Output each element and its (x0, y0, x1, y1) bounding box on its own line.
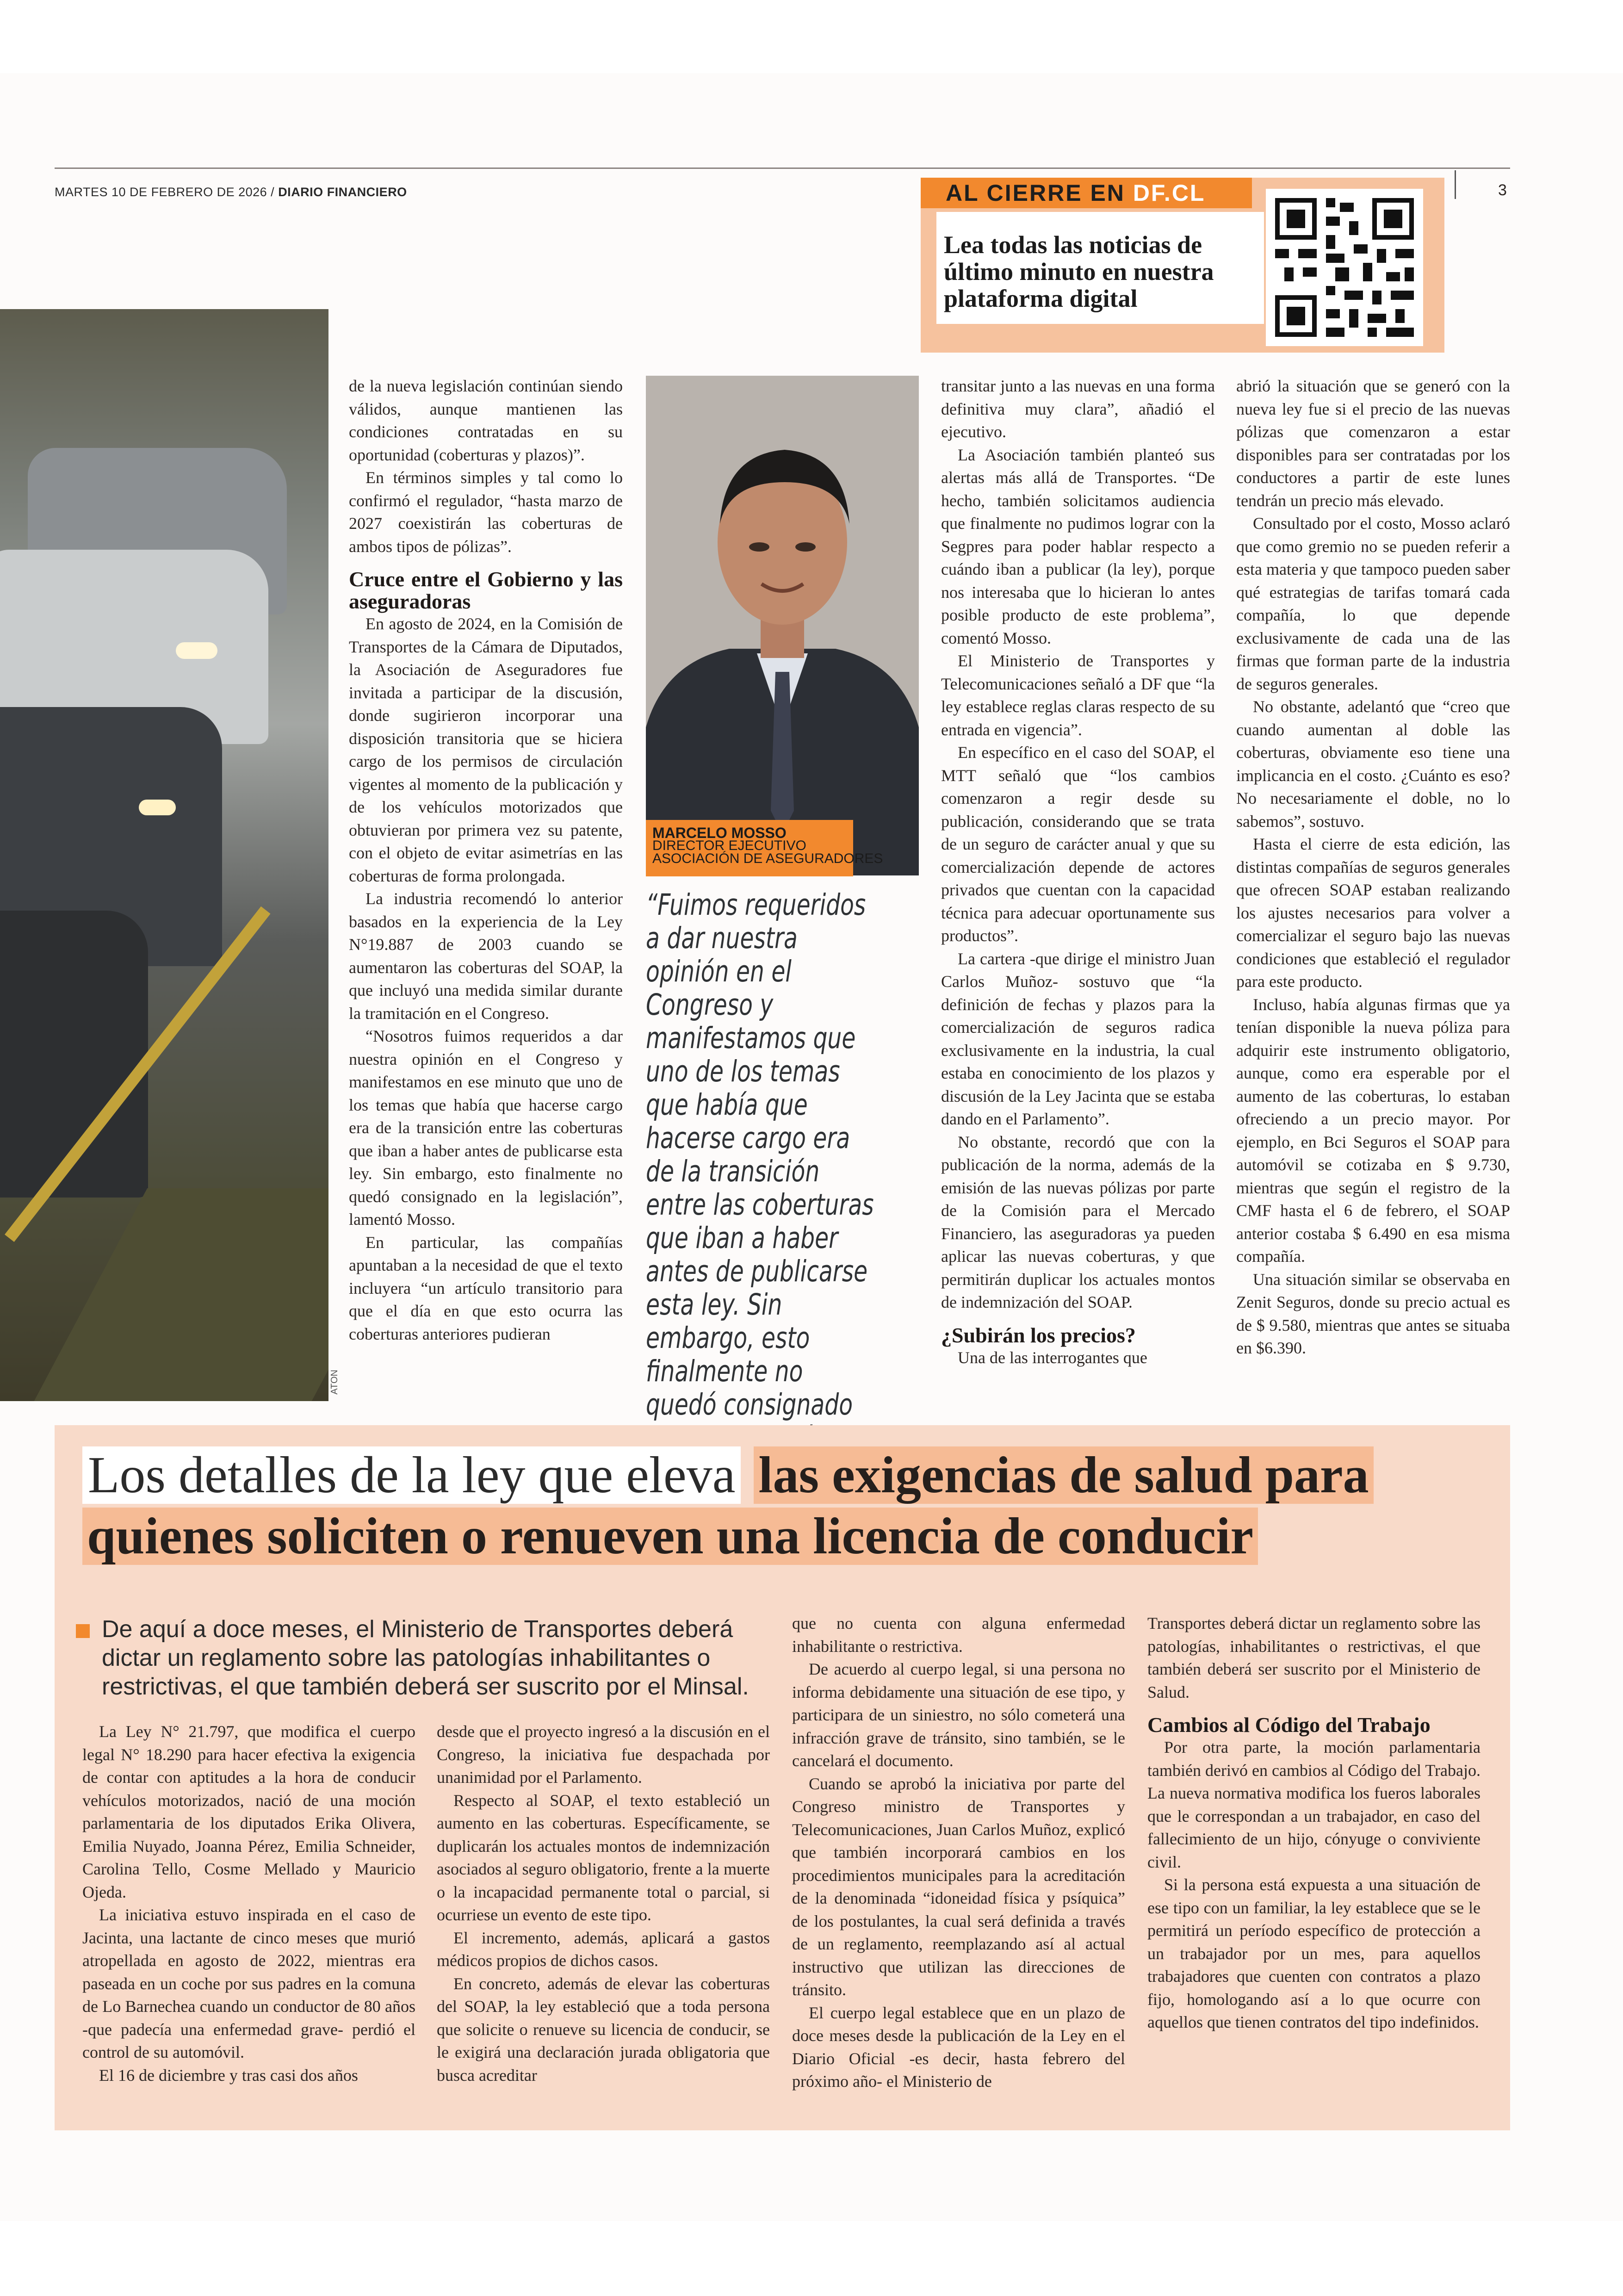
promo-label (946, 180, 1205, 206)
top-margin (0, 0, 1623, 73)
paragraph: Una situación similar se observaba en Zenit Seguros, donde su precio actual es de $ 9.580, mientras que antes se situaba en $6.390. (1236, 1270, 1510, 1357)
paragraph: Si la persona está expuesta a una situación de ese tipo con un familiar, la ley establece que se le permitirá un período específico de protección a un trabajador por un mes, para aquellos trabajadores que cuenten con contratos a plazo fijo, homologando así a lo que ocurre con aquellos que tienen contratos del tipo indefinidos. (1147, 1875, 1481, 2031)
paragraph: Por otra parte, la moción parlamentaria también derivó en cambios al Código del Trabajo. La nueva normativa modifica los fueros laborales que le correspondan a un trabajador, en caso del fallecimiento de un hijo, cónyuge o conviviente civil. (1147, 1738, 1481, 1871)
paragraph: La Asociación también planteó sus alertas más allá de Transportes. “De hecho, también solicitamos audiencia que finalmente no pudimos lograr con la Segpres para poder hablar respecto a cuándo iban a publicar (la ley), porque nos interesaba que lo hicieran lo antes posible producto de este problema”, comentó Mosso. (941, 445, 1215, 647)
subheading: Cruce entre el Gobierno y las aseguradoras (349, 567, 623, 613)
lead-bullet-icon (76, 1624, 90, 1638)
subheading: Cambios al Código del Trabajo (1147, 1713, 1431, 1737)
lower-lead: De aquí a doce meses, el Ministerio de Transportes deberá dictar un reglamento sobre las patologías inhabilitantes o restrictivas, el que también deberá ser suscrito por el Minsal. (102, 1616, 749, 1700)
paragraph: Consultado por el costo, Mosso aclaró que como gremio no se pueden referir a esta materia y que tampoco pueden saber qué estrategias de tarifas tomará cada compañía, lo que depende exclusivamente de cada una de las firmas que forman parte de la industria de seguros generales. (1236, 514, 1510, 693)
paragraph: Una de las interrogantes que (958, 1348, 1147, 1367)
lower-column-3 (792, 1612, 1125, 2093)
paragraph: En concreto, además de elevar las coberturas del SOAP, la ley estableció que a toda persona que solicite o renueve su licencia de conducir, se le exigirá una declaración jurada obligatoria que busca acreditar (437, 1974, 770, 2085)
paragraph: En términos simples y tal como lo confirmó el regulador, “hasta marzo de 2027 coexistirán las coberturas de ambos tipos de pólizas”. (349, 468, 623, 556)
paragraph: que no cuenta con alguna enfermedad inhabilitante o restrictiva. (792, 1614, 1125, 1656)
qr-code-icon[interactable] (1266, 189, 1423, 346)
paragraph: desde que el proyecto ingresó a la discusión en el Congreso, la iniciativa fue despachada por unanimidad por el Parlamento. (437, 1722, 770, 1787)
paragraph: abrió la situación que se generó con la nueva ley fue si el precio de las nuevas pólizas que comenzaron a estar disponibles para ser contratadas por los conductores a partir de este lunes tendrán un precio más elevado. (1236, 377, 1510, 510)
paragraph: En particular, las compañías apuntaban a la necesidad de que el texto incluyera “un artículo transitorio para que el día en que esto ocurra las coberturas anteriores pudieran (349, 1233, 623, 1343)
traffic-photo (0, 309, 328, 1401)
article-column-4 (1236, 375, 1510, 1360)
paragraph: Incluso, había algunas firmas que ya tenían disponible la nueva póliza para adquirir este instrumento obligatorio, aunque, como era esperable por el aumento de las coberturas, lo estaban ofreciendo a un precio mayor. Por ejemplo, en Bci Seguros el SOAP para automóvil se cotizaba en $ 9.730, mientras que según el registro de la CMF hasta el 6 de febrero, el SOAP anterior costaba $ 6.490 en esa misma compañía. (1236, 995, 1510, 1266)
paragraph: Hasta el cierre de esta edición, las distintas compañías de seguros generales que ofrecen SOAP estaban realizando los ajustes necesarios para volver a comercializar el seguro bajo las nuevas condiciones que estableció el regulador para este producto. (1236, 835, 1510, 991)
paragraph: En agosto de 2024, en la Comisión de Transportes de la Cámara de Diputados, la Asociación de Aseguradores fue invitada a participar de la discusión, donde sugirieron incorporar una disposición transitoria que se hiciera cargo de los permisos de circulación vigentes al momento de la publicación y de los vehículos motorizados que obtuvieran por primera vez su patente, con el objeto de evitar asimetrías en las coberturas de forma prolongada. (349, 614, 623, 885)
paragraph: Respecto al SOAP, el texto estableció un aumento en las coberturas. Específicamente, se duplicarán los actuales montos de indemnización asociados al seguro obligatorio, frente a la muerte o la incapacidad permanente total o parcial, si ocurriese un evento de este tipo. (437, 1791, 770, 1924)
headlight (139, 800, 176, 815)
paragraph: Transportes deberá dictar un reglamento sobre las patologías, inhabilitantes o restrictivas, el que también deberá ser suscrito por el Ministerio de Salud. (1147, 1614, 1481, 1701)
header-rule (55, 168, 1510, 169)
page-header-date: MARTES 10 DE FEBRERO DE 2026 / DIARIO FINANCIERO (55, 185, 407, 199)
paragraph: El Ministerio de Transportes y Telecomunicaciones señaló a DF que “la ley establece reglas claras respecto de su entrada en vigencia”. (941, 652, 1215, 739)
paragraph: El cuerpo legal establece que en un plazo de doce meses desde la publicación de la Ley en el Diario Oficial -es decir, hasta febrero del próximo año- el Ministerio de (792, 2003, 1125, 2091)
paragraph: De acuerdo al cuerpo legal, si una persona no informa debidamente una situación de ese tipo, y participara de un siniestro, no sólo cometerá una infracción grave de tránsito, sino también, se le cancelará el documento. (792, 1660, 1125, 1770)
headline-bold: las exigencias de salud para quienes soliciten o renueven una licencia de conducir (82, 1446, 1374, 1565)
paragraph: de la nueva legislación continúan siendo válidos, aunque mantienen las condiciones contratadas en su oportunidad (coberturas y plazos)”. (349, 377, 623, 464)
paragraph: No obstante, adelantó que “creo que cuando aumentan al doble las coberturas, obviamente eso tiene una implicancia en el costo. ¿Cuánto es eso? No necesariamente el doble, no lo sabemos”, sostuvo. (1236, 697, 1510, 831)
paragraph: El 16 de diciembre y tras casi dos años (99, 2066, 358, 2085)
subheading: ¿Subirán los precios? (941, 1323, 1136, 1347)
paragraph: La iniciativa estuvo inspirada en el caso de Jacinta, una lactante de cinco meses que murió atropellada en agosto de 2022, mientras era paseada en un coche por sus padres en la comuna de Lo Barnechea cuando un conductor de 80 años -que padecía una enfermedad grave- perdió el control de su automóvil. (82, 1905, 415, 2061)
caption-org: ASOCIACIÓN DE ASEGURADORES (652, 851, 883, 866)
header-divider (1455, 170, 1456, 199)
article-column-1 (349, 375, 623, 1346)
article-column-3 (941, 375, 1215, 1369)
paragraph: La industria recomendó lo anterior basados en la experiencia de la Ley N°19.887 de 2003 cuando se aumentaron las coberturas del SOAP, la que incluyó una medida similar durante la tramitación en el Congreso. (349, 889, 623, 1023)
promo-label-text: AL CIERRE EN (946, 180, 1125, 206)
photo-credit: ATON (329, 1370, 340, 1395)
lower-column-2 (437, 1720, 770, 2087)
promo-brand[interactable]: DF.CL (1133, 180, 1206, 206)
photo-caption (652, 826, 883, 865)
caption-title: DIRECTOR EJECUTIVO (652, 838, 806, 853)
paragraph: No obstante, recordó que con la publicación de la norma, además de la emisión de las nuevas pólizas por parte de la Comisión para el Mercado Financiero, las aseguradoras ya pueden aplicar las nuevas coberturas, y que permitirán duplicar los actuales montos de indemnización del SOAP. (941, 1132, 1215, 1311)
pull-quote: “Fuimos requeridos a dar nuestra opinión en el Congreso y manifestamos que uno de los temas que había que hacerse cargo era de la transición entre las coberturas que iban a haber antes de publicarse esta ley. Sin embargo, esto finalmente no quedó consignado (646, 888, 874, 1421)
page-number: 3 (1498, 181, 1507, 199)
lower-headline (82, 1445, 1489, 1567)
portrait-photo (646, 376, 919, 875)
paragraph: En específico en el caso del SOAP, el MTT señaló que “los cambios comenzaron a regir desde su publicación, considerando que se trata de un seguro de carácter anual y que su comercialización depende de actores privados que cuentan con la capacidad técnica para adecuar oportunamente sus productos”. (941, 743, 1215, 945)
headline-light: Los detalles de la ley que eleva (82, 1446, 741, 1504)
paragraph: La cartera -que dirige el ministro Juan Carlos Muñoz- sostuvo que “la definición de fechas y plazos para la comercialización de seguros radica exclusivamente en la industria, la cual estaba en conocimiento de los plazos y discusión de la Ley Jacinta que se estaba dando en el Parlamento”. (941, 949, 1215, 1128)
headlight (176, 642, 217, 659)
paragraph: Cuando se aprobó la iniciativa por parte del Congreso ministro de Transportes y Telecomunicaciones, Juan Carlos Muñoz, explicó que también incorporará cambios en los procedimientos municipales para la acreditación de la denominada “idoneidad física y psíquica” de los postulantes, la cual será definida a través de un reglamento, reemplazando así al actual instructivo que utilizan las direcciones de tránsito. (792, 1774, 1125, 1999)
paragraph: transitar junto a las nuevas en una forma definitiva muy clara”, añadió el ejecutivo. (941, 377, 1215, 441)
paragraph: La Ley N° 21.797, que modifica el cuerpo legal N° 18.290 para hacer efectiva la exigencia de contar con aptitudes a la hora de conducir vehículos motorizados, nació de una moción parlamentaria de los diputados Erika Olivera, Emilia Nuyado, Joanna Pérez, Emilia Schneider, Carolina Tello, Cosme Mellado y Mauricio Ojeda. (82, 1722, 415, 1901)
lower-column-1 (82, 1720, 415, 2087)
bottom-margin (0, 2221, 1623, 2296)
paragraph: El incremento, además, aplicará a gastos médicos propios de dichos casos. (437, 1928, 770, 1970)
grass (19, 1188, 328, 1401)
lower-column-4 (1147, 1612, 1481, 2034)
caption-name: MARCELO MOSSO (652, 825, 787, 841)
publication-name: DIARIO FINANCIERO (278, 185, 407, 199)
promo-text: Lea todas las noticias de último minuto en nuestra plataforma digital (944, 231, 1214, 312)
paragraph: “Nosotros fuimos requeridos a dar nuestra opinión en el Congreso y manifestamos en ese minuto que uno de los temas que había que hacerse cargo era de la transición entre las coberturas que iban a haber antes de publicarse esta ley. Sin embargo, esto finalmente no quedó consignado en la legislación”, lamentó Mosso. (349, 1027, 623, 1229)
